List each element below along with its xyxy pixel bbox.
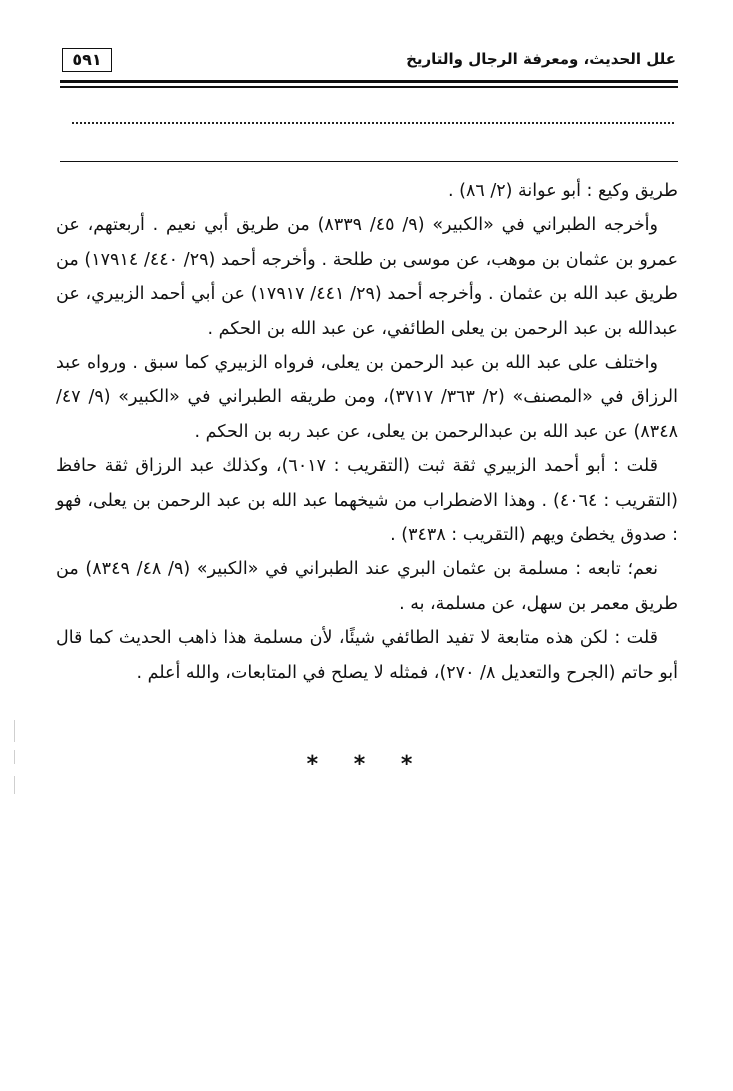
scan-margin-mark [14, 720, 15, 742]
ellipsis-separator [72, 122, 674, 124]
page-number: ٥٩١ [62, 48, 112, 72]
footnote-paragraph: قلت : أبو أحمد الزبيري ثقة ثبت (التقريب : ٦٠١٧)، وكذلك عبد الرزاق ثقة حافظ (التقريب : ٤٠٦٤) . وهذا الاضطراب من شيخهما عبد الله بن عبد الرحمن بن يعلى، فهو : صدوق يخطئ ويهم (التقريب : ٣٤٣٨) . [56, 456, 678, 546]
footnote-paragraph: واختلف على عبد الله بن عبد الرحمن بن يعلى، فرواه الزبيري كما سبق . ورواه عبد الرزاق في «المصنف» (٢/ ٣٦٣/ ٣٧١٧)، ومن طريقه الطبراني في «الكبير» (٩/ ٤٧/ ٨٣٤٨) عن عبد الله بن عبدالرحمن بن يعلى، عن عبد ربه بن الحكم . [56, 353, 678, 442]
scan-margin-mark [14, 750, 15, 764]
running-title: علل الحديث، ومعرفة الرجال والتاريخ [406, 50, 676, 68]
footnote-paragraph: طريق وكيع : أبو عوانة (٢/ ٨٦) . [448, 181, 678, 201]
page-header [60, 44, 678, 78]
footnote-rule [60, 161, 678, 162]
footnote-paragraph: قلت : لكن هذه متابعة لا تفيد الطائفي شيئًا، لأن مسلمة هذا ذاهب الحديث كما قال أبو حاتم (الجرح والتعديل ٨/ ٢٧٠)، فمثله لا يصلح في المتابعات، والله أعلم . [56, 628, 678, 683]
header-rule-thin [60, 86, 678, 88]
scan-margin-mark [14, 776, 15, 794]
header-rule-thick [60, 80, 678, 83]
section-end-stars: * * * [306, 752, 427, 777]
footnote-paragraph: وأخرجه الطبراني في «الكبير» (٩/ ٤٥/ ٨٣٣٩) من طريق أبي نعيم . أربعتهم، عن عمرو بن عثمان بن موهب، عن موسى بن طلحة . وأخرجه أحمد (٢٩/ ٤٤٠/ ١٧٩١٤) من طريق عبد الله بن عثمان . وأخرجه أحمد (٢٩/ ٤٤١/ ١٧٩١٧) عن أبي أحمد الزبيري، عن عبدالله بن عبد الرحمن بن يعلى الطائفي، عن عبد الله بن الحكم . [56, 215, 679, 339]
footnote-body [56, 174, 678, 690]
footnote-paragraph: نعم؛ تابعه : مسلمة بن عثمان البري عند الطبراني في «الكبير» (٩/ ٤٨/ ٨٣٤٩) من طريق معمر بن سهل، عن مسلمة، به . [56, 559, 678, 614]
